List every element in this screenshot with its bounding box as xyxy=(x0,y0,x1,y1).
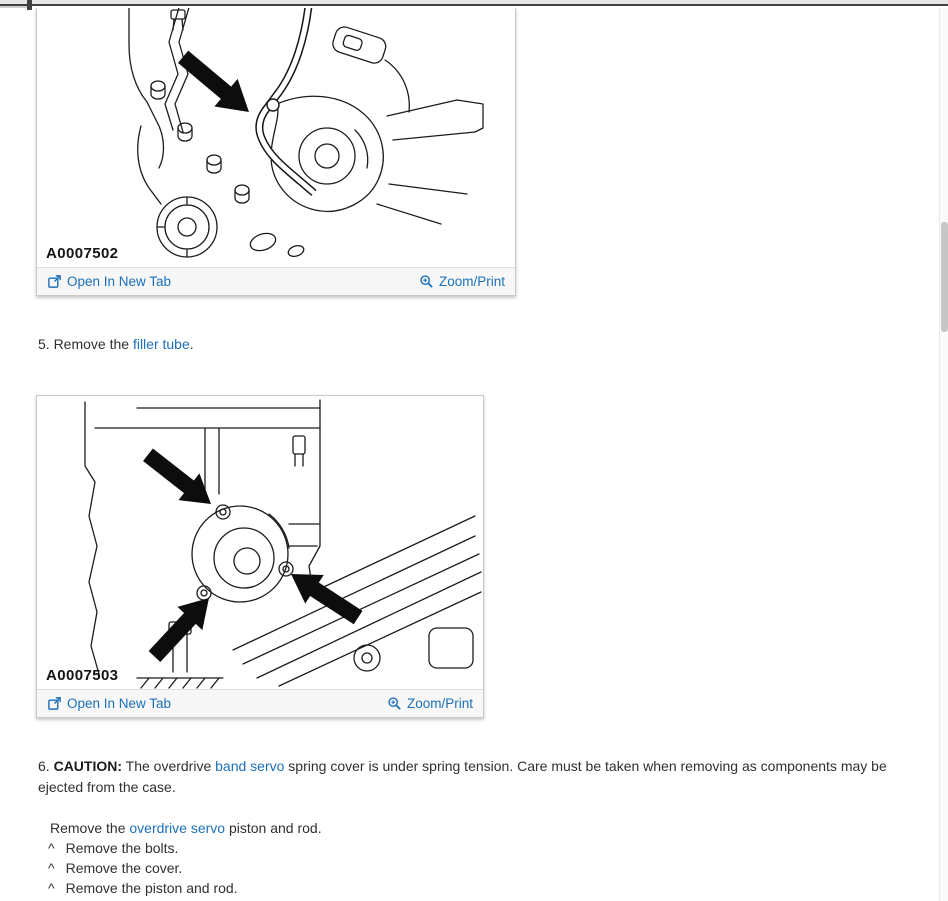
zoom-print-label: Zoom/Print xyxy=(406,696,473,711)
figure1-toolbar xyxy=(37,267,515,295)
step5-pre: 5. Remove the xyxy=(38,336,133,352)
figure-panel-2 xyxy=(36,395,484,718)
open-in-new-tab-label: Open In New Tab xyxy=(67,274,172,289)
engine-line-drawing-1 xyxy=(37,8,515,266)
bullet-marker: ^ xyxy=(48,860,55,876)
figure1-id-label: A0007502 xyxy=(46,245,119,262)
overdrive-servo-link[interactable]: overdrive servo xyxy=(129,820,226,836)
bullet-marker: ^ xyxy=(48,840,55,856)
remove-pre: Remove the xyxy=(50,820,130,836)
scrollbar-track[interactable] xyxy=(939,8,948,901)
bullet-text: Remove the cover. xyxy=(65,860,183,876)
step6-post: spring cover is under spring tension. Care must be taken when removing as components may be ejected from the case. xyxy=(38,758,887,795)
list-item xyxy=(48,838,238,858)
callout-arrow xyxy=(172,43,261,126)
zoom-icon xyxy=(419,274,434,289)
servo-cover-line-drawing xyxy=(37,396,483,689)
step6-pre: 6. xyxy=(38,758,54,774)
figure2-open-new-tab-link[interactable] xyxy=(47,696,171,711)
list-item xyxy=(48,858,238,878)
open-in-new-tab-label: Open In New Tab xyxy=(67,696,172,711)
open-in-new-tab-icon xyxy=(47,696,62,711)
window-top-edge xyxy=(0,0,948,6)
filler-tube-link[interactable]: filler tube xyxy=(132,336,190,352)
step-6-text xyxy=(36,756,888,798)
remove-post: piston and rod. xyxy=(225,820,322,836)
figure2-id-label: A0007503 xyxy=(46,667,119,684)
callout-arrows xyxy=(137,441,367,668)
figure2-diagram xyxy=(37,396,483,689)
list-item xyxy=(48,878,238,898)
substep-list xyxy=(48,838,238,898)
step6-mid: The overdrive xyxy=(122,758,216,774)
figure2-toolbar xyxy=(37,689,483,717)
scrollbar-thumb[interactable] xyxy=(941,222,948,332)
figure1-open-new-tab-link[interactable] xyxy=(47,274,171,289)
zoom-icon xyxy=(387,696,402,711)
step5-post: . xyxy=(189,336,194,352)
figure1-diagram xyxy=(37,8,515,267)
figure2-zoom-print-link[interactable] xyxy=(387,696,473,711)
bullet-text: Remove the piston and rod. xyxy=(65,880,238,896)
step-5-text xyxy=(38,334,194,355)
zoom-print-label: Zoom/Print xyxy=(438,274,505,289)
bullet-marker: ^ xyxy=(48,880,55,896)
band-servo-link[interactable]: band servo xyxy=(215,758,285,774)
caution-label: CAUTION: xyxy=(53,758,123,774)
frame-divider xyxy=(27,0,32,10)
figure1-zoom-print-link[interactable] xyxy=(419,274,505,289)
remove-servo-text xyxy=(50,818,322,838)
figure-panel-1 xyxy=(36,8,516,296)
open-in-new-tab-icon xyxy=(47,274,62,289)
bullet-text: Remove the bolts. xyxy=(65,840,179,856)
